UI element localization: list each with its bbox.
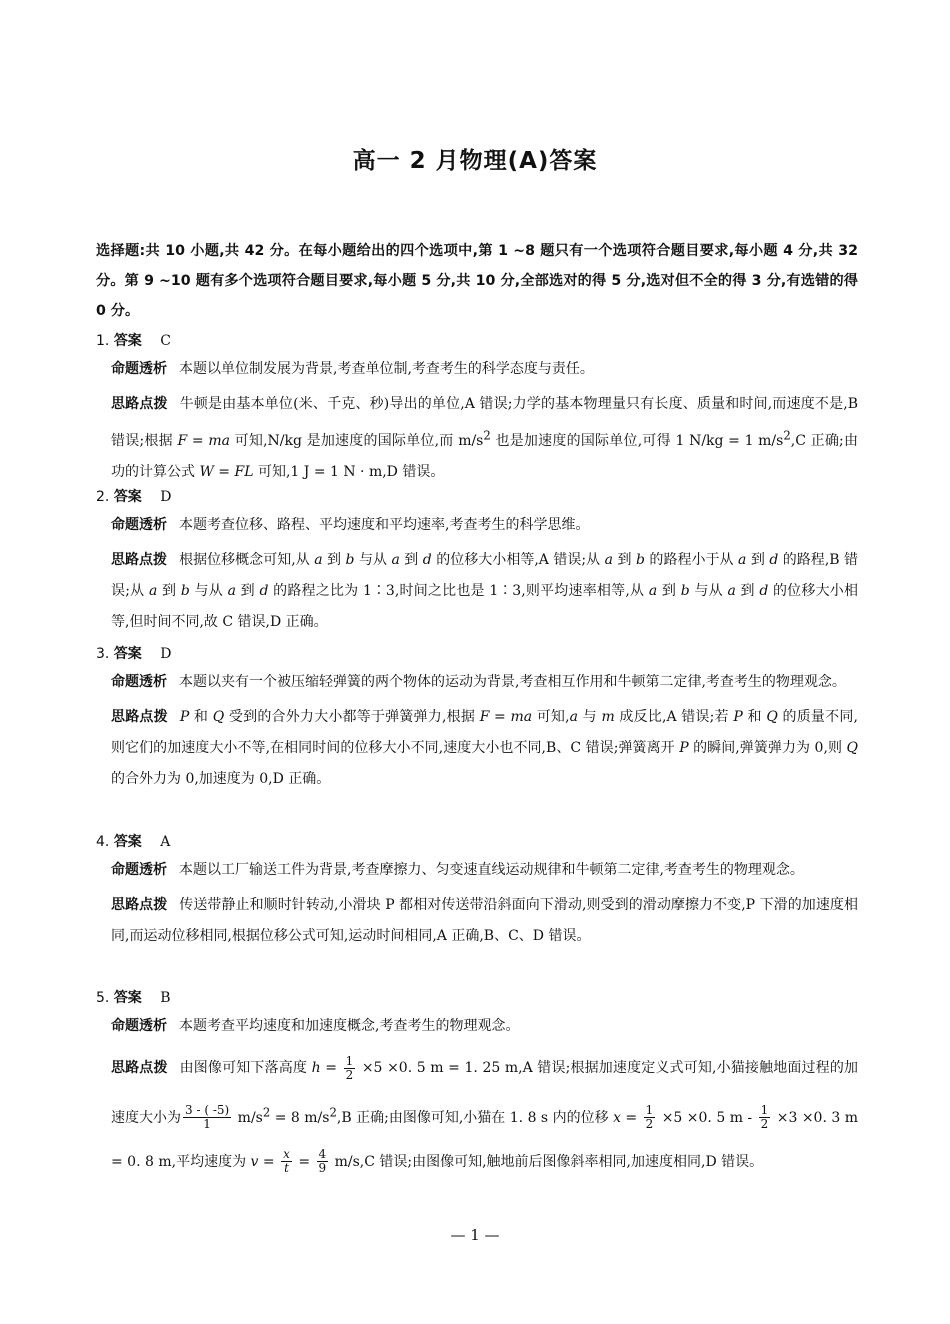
analysis-label: 命题透析 <box>111 517 167 533</box>
answer-value: C <box>160 333 171 349</box>
analysis-text: 本题以工厂输送工件为背景,考查摩擦力、匀变速直线运动规律和牛顿第二定律,考查考生的物理观念。 <box>179 862 804 878</box>
question-4 <box>96 829 858 952</box>
question-number: 5. <box>96 990 110 1006</box>
hint-row <box>111 545 858 638</box>
answer-value: D <box>160 646 172 662</box>
question-number: 2. <box>96 489 110 505</box>
question-header <box>96 328 858 354</box>
question-3 <box>96 641 858 795</box>
answer-value: A <box>160 834 171 850</box>
hint-row <box>111 389 858 488</box>
hint-row <box>111 890 858 952</box>
hint-label: 思路点拨 <box>111 709 168 725</box>
hint-row <box>111 702 858 795</box>
question-header <box>96 829 858 855</box>
question-number: 3. <box>96 646 110 662</box>
analysis-label: 命题透析 <box>111 674 167 690</box>
hint-text: 传送带静止和顺时针转动,小滑块 P 都相对传送带沿斜面向下滑动,则受到的滑动摩擦力不变,P 下滑的加速度相同,而运动位移相同,根据位移公式可知,运动时间相同,A 正确,B、C、D 错误。 <box>111 897 858 944</box>
page-title: 高一 2 月物理(A)答案 <box>352 148 598 174</box>
answer-label: 答案 <box>113 489 142 505</box>
answer-value: D <box>160 489 172 505</box>
analysis-text: 本题以夹有一个被压缩轻弹簧的两个物体的运动为背景,考查相互作用和牛顿第二定律,考查考生的物理观念。 <box>179 674 846 690</box>
answer-label: 答案 <box>113 834 142 850</box>
page-number: — 1 — <box>450 1226 500 1244</box>
analysis-label: 命题透析 <box>111 361 167 377</box>
question-header <box>96 641 858 667</box>
answer-label: 答案 <box>113 990 142 1006</box>
hint-row <box>111 1046 858 1184</box>
answer-value: B <box>160 990 171 1006</box>
hint-label: 思路点拨 <box>111 897 168 913</box>
hint-text: 由图像可知下落高度 h = $\frac{1}{2}$ ×5 ×0. 5 m = 1. 25 m,A 错误;根据加速度定义式可知,小猫接触地面过程的加速度大小为 $\frac{3 - ( -5)}{1}$ $m/s^2 = 8$ $m/s^2,B$ 正确;由图像可知,小猫在 1. 8 s 内的位移 x = $\frac{1}{2}$ ×5 ×0. 5 m - $\frac{1}{2}$ ×3 ×0. 3 m = 0. 8 m,平均速度为 v = $\frac{x}{t}$ = $\frac{4}{9}$ m/s,C 错误;由图像可知,触地前后图像斜率相同,加速度相同,D 错误。 <box>111 1053 858 1176</box>
analysis-label: 命题透析 <box>111 862 167 878</box>
question-2 <box>96 484 858 638</box>
analysis-label: 命题透析 <box>111 1018 167 1034</box>
question-header <box>96 985 858 1011</box>
analysis-row <box>111 855 858 886</box>
section-intro: 选择题:共 10 小题,共 42 分。在每小题给出的四个选项中,第 1 ~8 题只有一个选项符合题目要求,每小题 4 分,共 32 分。第 9 ~10 题有多个选项符合题目要求,每小题 5 分,共 10 分,全部选对的得 5 分,选对但不全的得 3 分,有选错的得 0 分。 <box>96 243 858 319</box>
analysis-row <box>111 354 858 385</box>
analysis-row <box>111 667 858 698</box>
hint-label: 思路点拨 <box>111 1060 168 1076</box>
hint-label: 思路点拨 <box>111 552 168 568</box>
analysis-text: 本题考查位移、路程、平均速度和平均速率,考查考生的科学思维。 <box>179 517 590 533</box>
question-number: 4. <box>96 834 110 850</box>
question-header <box>96 484 858 510</box>
hint-text: 牛顿是由基本单位(米、千克、秒)导出的单位,A 错误;力学的基本物理量只有长度、质量和时间,而速度不是,B 错误;根据 F = ma 可知,N/kg 是加速度的国际单位,而 $m/s^2$ 也是加速度的国际单位,可得 1 N/kg = 1 $m/s^2,C$ 正确;由功的计算公式 W = FL 可知,1 J = 1 N · m,D 错误。 <box>111 396 859 480</box>
analysis-row <box>111 1011 858 1042</box>
question-5 <box>96 985 858 1184</box>
analysis-row <box>111 510 858 541</box>
answer-label: 答案 <box>113 646 142 662</box>
question-1 <box>96 328 858 488</box>
hint-label: 思路点拨 <box>111 396 168 412</box>
hint-text: P 和 Q 受到的合外力大小都等于弹簧弹力,根据 F = ma 可知,a 与 m 成反比,A 错误;若 P 和 Q 的质量不同,则它们的加速度大小不等,在相同时间的位移大小不同,速度大小也不同,B、C 错误;弹簧离开 P 的瞬间,弹簧弹力为 0,则 Q 的合外力为 0,加速度为 0,D 正确。 <box>111 709 858 787</box>
question-number: 1. <box>96 333 110 349</box>
analysis-text: 本题考查平均速度和加速度概念,考查考生的物理观念。 <box>179 1018 520 1034</box>
answer-label: 答案 <box>113 333 142 349</box>
hint-text: 根据位移概念可知,从 a 到 b 与从 a 到 d 的位移大小相等,A 错误;从 a 到 b 的路程小于从 a 到 d 的路程,B 错误;从 a 到 b 与从 a 到 d 的路程之比为 1∶3,时间之比也是 1∶3,则平均速率相等,从 a 到 b 与从 a 到 d 的位移大小相等,但时间不同,故 C 错误,D 正确。 <box>111 552 859 630</box>
analysis-text: 本题以单位制发展为背景,考查单位制,考查考生的科学态度与责任。 <box>179 361 594 377</box>
